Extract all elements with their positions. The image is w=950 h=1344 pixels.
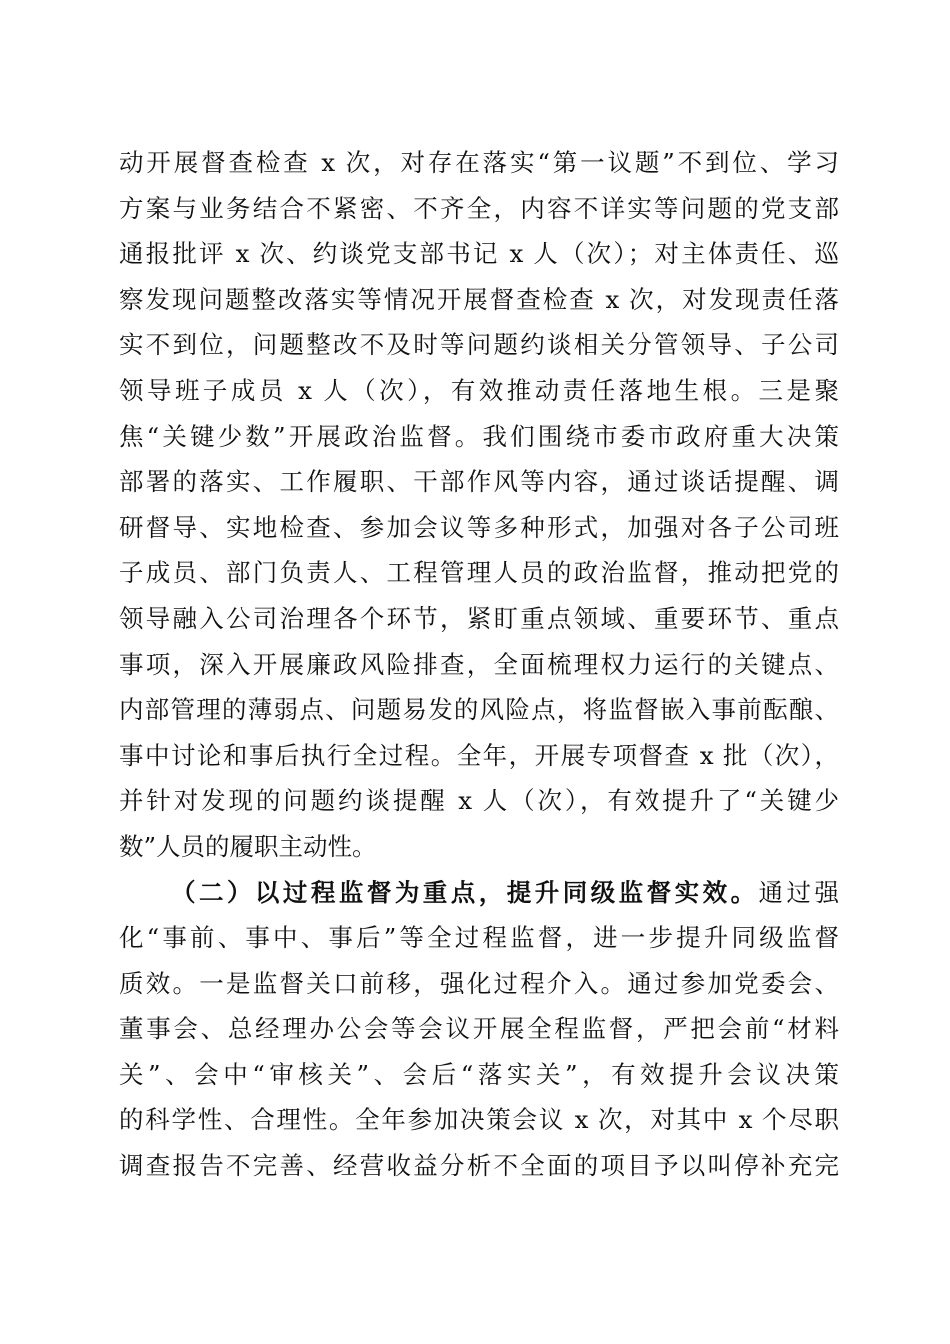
paragraph-line: 察发现问题整改落实等情况开展督查检查 x 次，对发现责任落 — [119, 284, 839, 314]
paragraph-line: 领导班子成员 x 人（次），有效推动责任落地生根。三是聚 — [119, 375, 839, 405]
paragraph-line: 数”人员的履职主动性。 — [119, 831, 377, 861]
section-heading-line — [119, 870, 839, 916]
paragraph-line: 子成员、部门负责人、工程管理人员的政治监督，推动把党的 — [119, 558, 839, 588]
paragraph-line: 通报批评 x 次、约谈党支部书记 x 人（次）；对主体责任、巡 — [119, 239, 839, 269]
paragraph-line: 事中讨论和事后执行全过程。全年，开展专项督查 x 批（次）， — [119, 740, 839, 770]
paragraph-line: 调查报告不完善、经营收益分析不全面的项目予以叫停补充完 — [119, 1151, 839, 1181]
paragraph-line: 事项，深入开展廉政风险排查，全面梳理权力运行的关键点、 — [119, 649, 839, 679]
paragraph-line: 研督导、实地检查、参加会议等多种形式，加强对各子公司班 — [119, 512, 839, 542]
paragraph-line: 质效。一是监督关口前移，强化过程介入。通过参加党委会、 — [119, 968, 839, 998]
paragraph-line: 的科学性、合理性。全年参加决策会议 x 次，对其中 x 个尽职 — [119, 1105, 839, 1135]
paragraph-line: 内部管理的薄弱点、问题易发的风险点，将监督嵌入事前酝酿、 — [119, 695, 839, 725]
paragraph-line: 化“事前、事中、事后”等全过程监督，进一步提升同级监督 — [119, 923, 839, 953]
section-heading-rest: 通过强 — [758, 877, 840, 907]
paragraph-line: 关”、会中“审核关”、会后“落实关”，有效提升会议决策 — [119, 1059, 839, 1089]
paragraph-line: 并针对发现的问题约谈提醒 x 人（次），有效提升了“关键少 — [119, 786, 839, 816]
paragraph-line: 焦“关键少数”开展政治监督。我们围绕市委市政府重大决策 — [119, 421, 839, 451]
paragraph-line: 部署的落实、工作履职、干部作风等内容，通过谈话提醒、调 — [119, 467, 839, 497]
paragraph-line: 实不到位，问题整改不及时等问题约谈相关分管领导、子公司 — [119, 330, 839, 360]
body-text — [119, 140, 839, 1189]
section-heading: （二）以过程监督为重点，提升同级监督实效。 — [171, 877, 759, 907]
paragraph-line: 领导融入公司治理各个环节，紧盯重点领域、重要环节、重点 — [119, 603, 839, 633]
paragraph-line: 方案与业务结合不紧密、不齐全，内容不详实等问题的党支部 — [119, 193, 839, 223]
paragraph-line: 董事会、总经理办公会等会议开展全程监督，严把会前“材料 — [119, 1014, 839, 1044]
paragraph-line: 动开展督查检查 x 次，对存在落实“第一议题”不到位、学习 — [119, 148, 839, 177]
